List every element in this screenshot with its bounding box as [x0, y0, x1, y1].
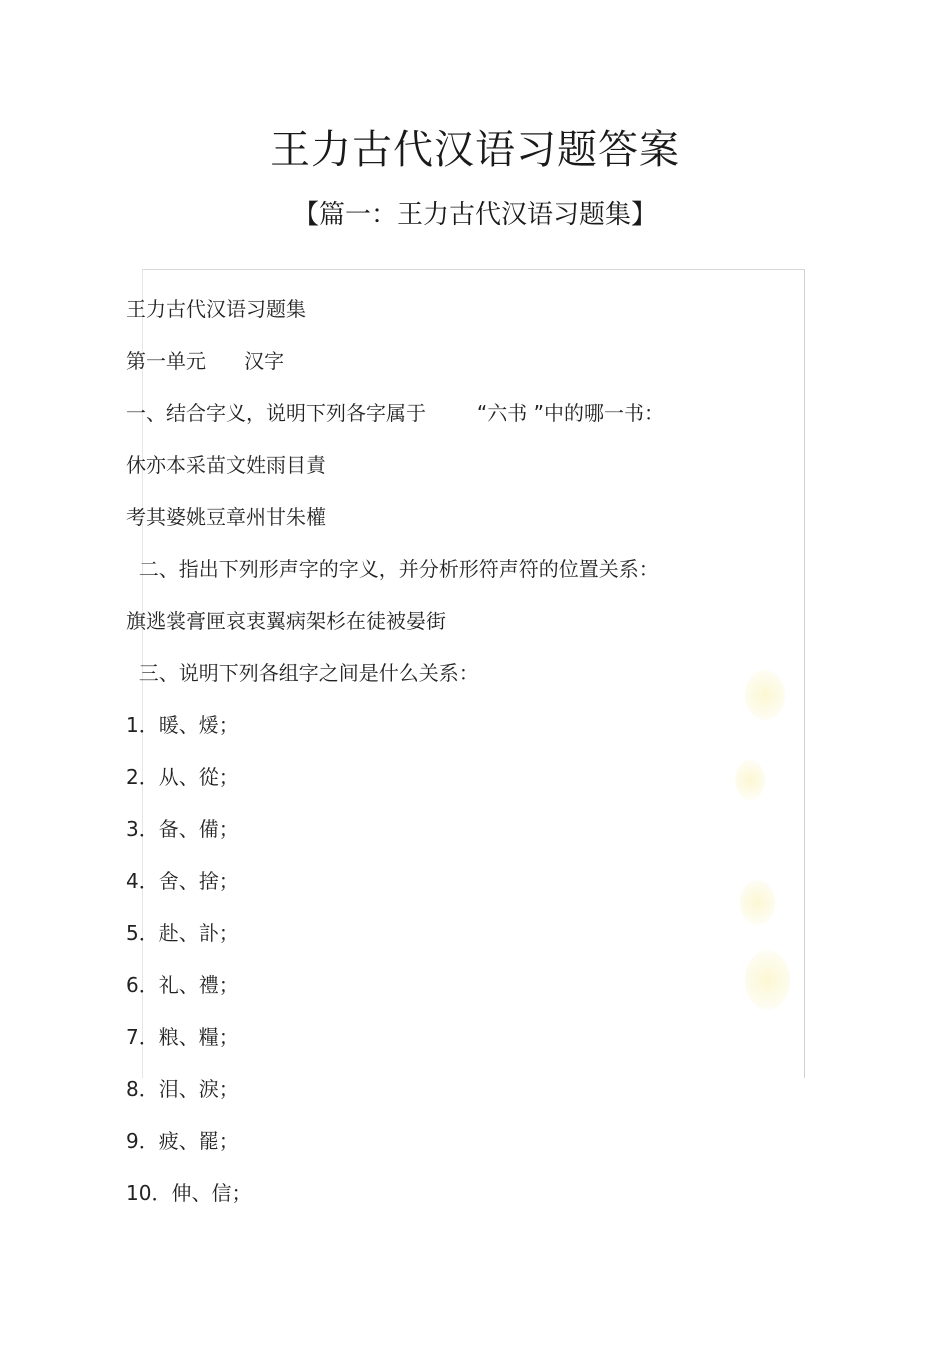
list-item — [126, 815, 239, 843]
heading-unit-one: 第一单元 汉字 — [126, 349, 285, 373]
question-two: 二、指出下列形声字的字义，并分析形符声符的位置关系： — [126, 557, 659, 581]
list-item — [126, 763, 239, 791]
stain-mark — [745, 950, 790, 1010]
list-item — [126, 711, 239, 739]
item-text: 舍、捨； — [158, 869, 239, 893]
item-number: 7． — [126, 1025, 159, 1049]
stain-mark — [735, 760, 765, 800]
item-text: 从、從； — [158, 765, 239, 789]
item-number: 10． — [126, 1181, 172, 1205]
item-number: 6． — [126, 973, 159, 997]
stain-mark — [745, 670, 785, 720]
question-two-chars: 旗逃裳膏匣哀衷翼病架杉在徒被晏街 — [126, 609, 446, 633]
list-item — [126, 1179, 251, 1207]
list-item — [126, 1127, 239, 1155]
question-three: 三、说明下列各组字之间是什么关系： — [126, 661, 479, 685]
list-item — [126, 919, 239, 947]
question-one-chars-b: 考其婆姚豆章州甘朱權 — [126, 505, 326, 529]
document-subtitle: 【篇一：王力古代汉语习题集】 — [292, 200, 657, 230]
list-item — [126, 971, 239, 999]
list-item — [126, 1023, 239, 1051]
item-text: 备、備； — [158, 817, 239, 841]
item-number: 3． — [126, 817, 159, 841]
item-number: 9． — [126, 1129, 159, 1153]
document-title: 王力古代汉语习题答案 — [270, 127, 680, 173]
item-number: 4． — [126, 869, 159, 893]
question-one: 一、结合字义，说明下列各字属于 “六书 ”中的哪一书： — [126, 401, 664, 425]
item-text: 泪、淚； — [158, 1077, 239, 1101]
item-text: 赴、訃； — [158, 921, 239, 945]
item-text: 暖、煖； — [158, 713, 239, 737]
item-number: 1． — [126, 713, 159, 737]
item-text: 疲、罷； — [158, 1129, 239, 1153]
stain-mark — [740, 880, 775, 925]
list-item — [126, 1075, 239, 1103]
heading-exercise-set: 王力古代汉语习题集 — [126, 297, 306, 321]
item-text: 粮、糧； — [158, 1025, 239, 1049]
item-text: 伸、信； — [171, 1181, 252, 1205]
list-item — [126, 867, 239, 895]
item-number: 8． — [126, 1077, 159, 1101]
item-number: 5． — [126, 921, 159, 945]
question-one-chars-a: 休亦本采苗文姓雨目責 — [126, 453, 326, 477]
item-text: 礼、禮； — [158, 973, 239, 997]
item-number: 2． — [126, 765, 159, 789]
